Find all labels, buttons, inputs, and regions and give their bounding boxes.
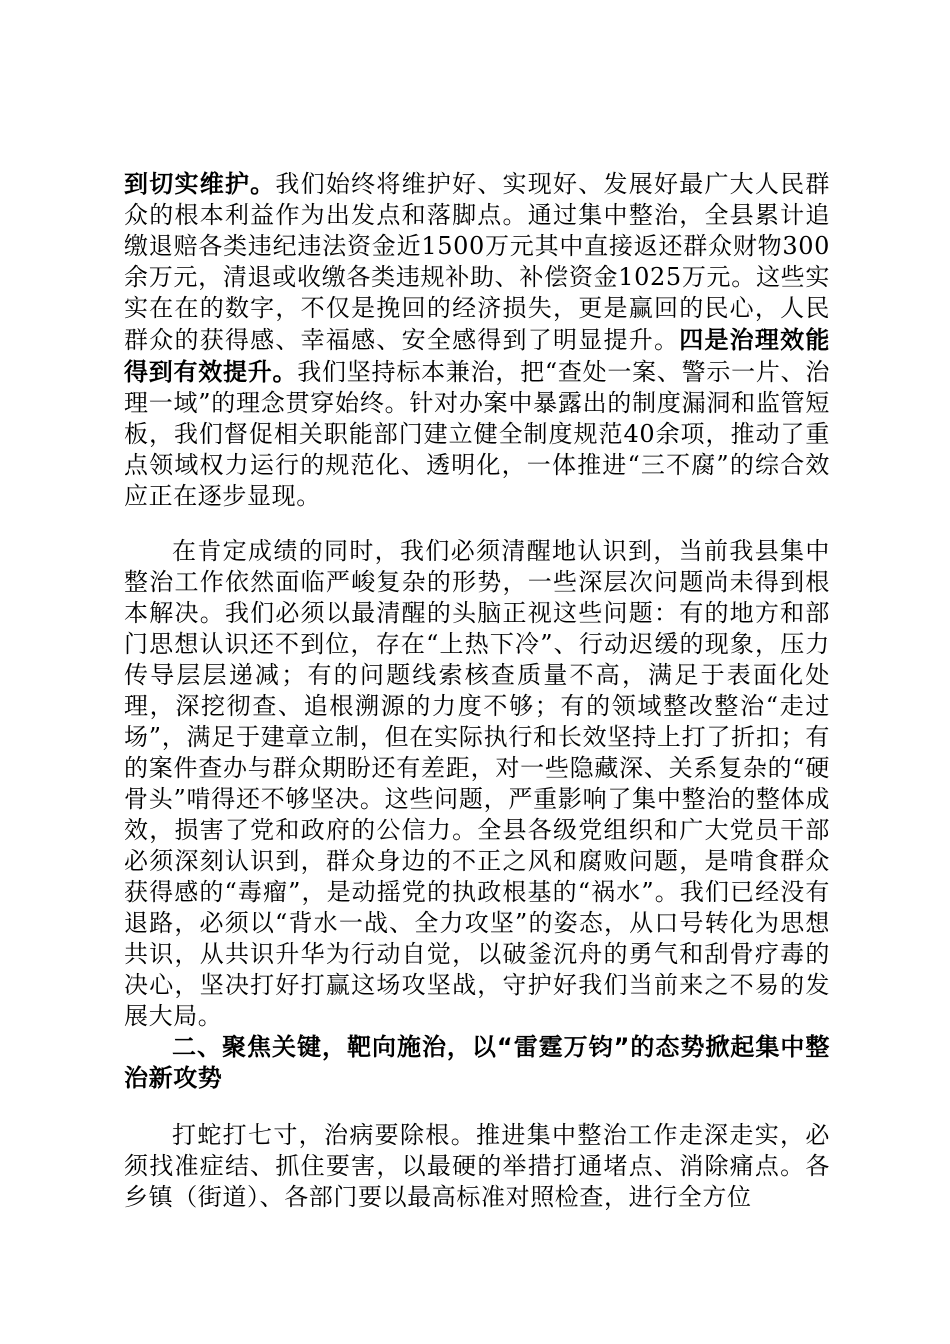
paragraph-text: 我们坚持标本兼治，把“查处一案、警示一片、治理一域”的理念贯穿始终。针对办案中暴露出的制度漏洞和监管短板，我们督促相关职能部门建立健全制度规范40余项，推动了重点领域权力运行的规范化、透明化，一体推进“三不腐”的综合效应正在逐步显现。 — [124, 358, 831, 510]
bold-lead-phrase: 到切实维护。 — [124, 169, 276, 198]
paragraph-achievements — [124, 168, 830, 512]
paragraph-problems: 在肯定成绩的同时，我们必须清醒地认识到，当前我县集中整治工作依然面临严峻复杂的形势，一些深层次问题尚未得到根本解决。我们必须以最清醒的头脑正视这些问题：有的地方和部门思想认识还不到位，存在“上热下冷”、行动迟缓的现象，压力传导层层递减；有的问题线索核查质量不高，满足于表面化处理，深挖彻查、追根溯源的力度不够；有的领域整改整治“走过场”，满足于建章立制，但在实际执行和长效坚持上打了折扣；有的案件查办与群众期盼还有差距，对一些隐藏深、关系复杂的“硬骨头”啃得还不够坚决。这些问题，严重影响了集中整治的整体成效，损害了党和政府的公信力。全县各级党组织和广大党员干部必须深刻认识到，群众身边的不正之风和腐败问题，是啃食群众获得感的“毒瘤”，是动摇党的执政根基的“祸水”。我们已经没有退路，必须以“背水一战、全力攻坚”的姿态，从口号转化为思想共识，从共识升华为行动自觉，以破釜沉舟的勇气和刮骨疗毒的决心，坚决打好打赢这场攻坚战，守护好我们当前来之不易的发展大局。 — [124, 537, 830, 1030]
bold-point-four: 四是治理效能得到有效提升。 — [124, 325, 830, 386]
document-body — [124, 168, 830, 1213]
section-heading: 二、聚焦关键，靶向施治，以“雷霆万钧”的态势掀起集中整治新攻势 — [124, 1033, 830, 1092]
paragraph-measures: 打蛇打七寸，治病要除根。推进集中整治工作走深走实，必须找准症结、抓住要害，以最硬的举措打通堵点、消除痛点。各乡镇（街道）、各部门要以最高标准对照检查，进行全方位 — [124, 1121, 830, 1211]
paragraph-text: 我们始终将维护好、实现好、发展好最广大人民群众的根本利益作为出发点和落脚点。通过集中整治，全县累计追缴退赔各类违纪违法资金近1500万元其中直接返还群众财物300余万元，清退或收缴各类违规补助、补偿资金1025万元。这些实实在在的数字，不仅是挽回的经济损失，更是赢回的民心，人民群众的获得感、幸福感、安全感得到了明显提升。 — [124, 170, 830, 354]
